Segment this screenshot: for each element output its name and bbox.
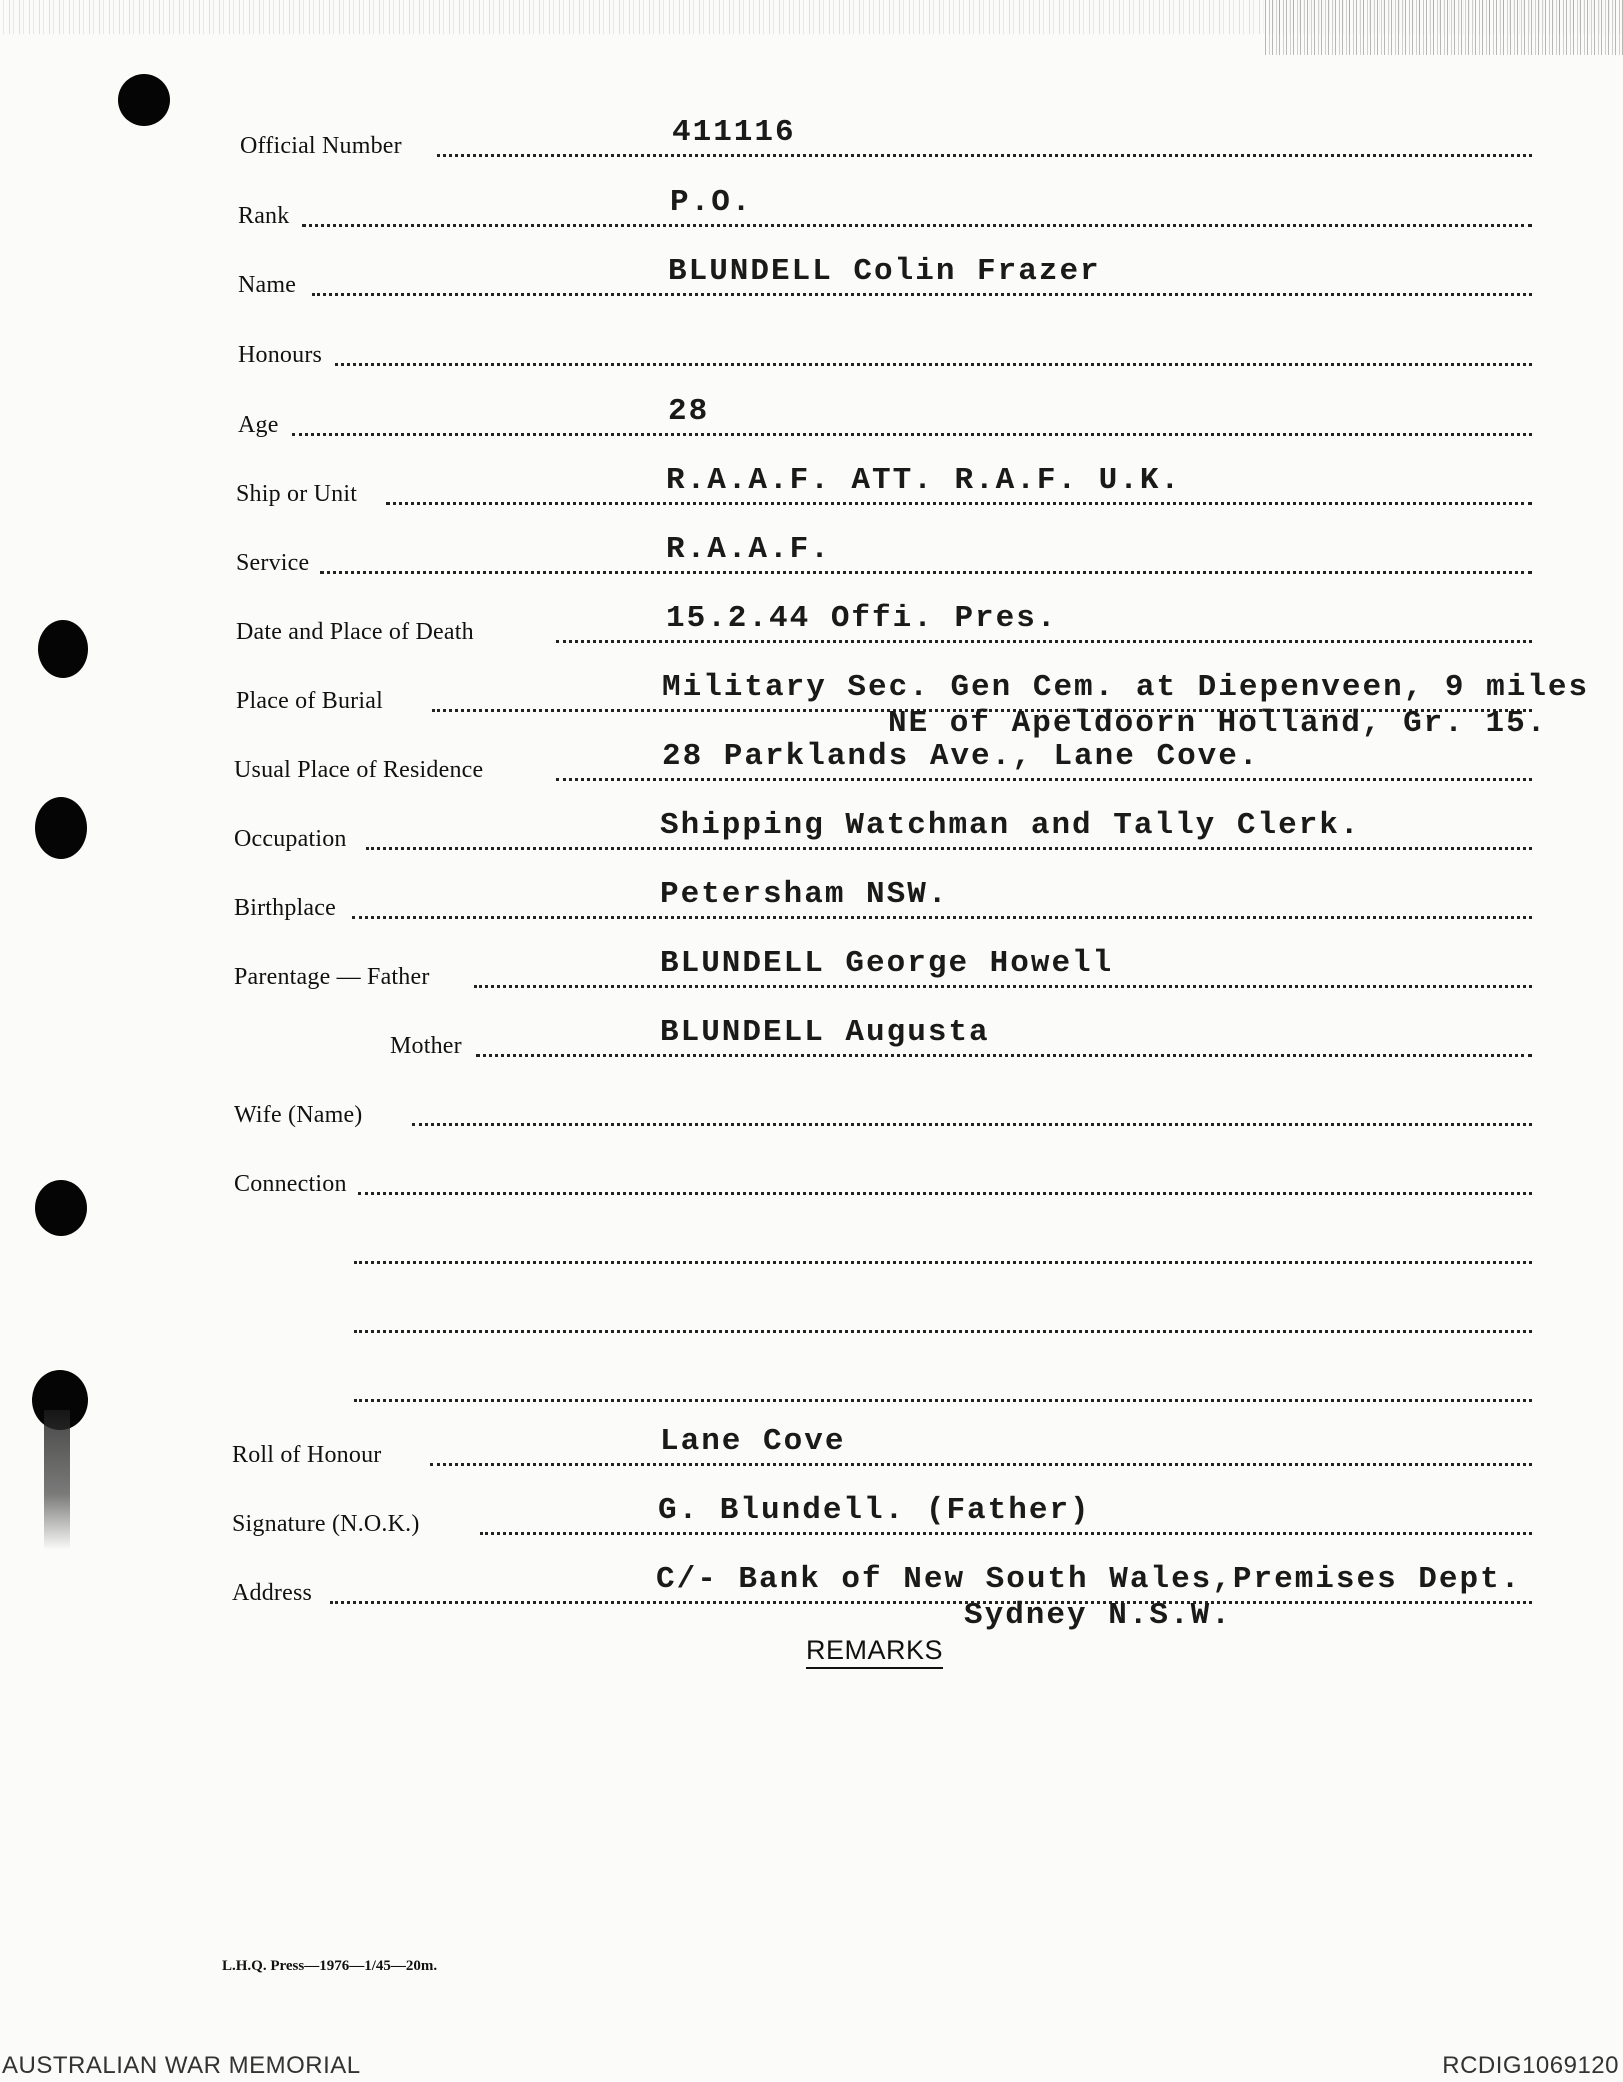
field-label: Birthplace (234, 895, 336, 921)
field-label: Place of Burial (236, 688, 383, 714)
dotted-line (556, 640, 1532, 643)
field-label: Date and Place of Death (236, 619, 474, 645)
dotted-line (302, 224, 1532, 227)
dotted-line-extra (354, 1399, 1532, 1402)
field-value: R.A.A.F. ATT. R.A.F. U.K. (666, 463, 1182, 498)
dotted-line-extra (354, 1261, 1532, 1264)
field-value: Petersham NSW. (660, 877, 949, 912)
dotted-line (430, 1463, 1532, 1466)
dotted-line (312, 293, 1532, 296)
field-value: 28 (668, 394, 710, 429)
dotted-line (335, 363, 1532, 366)
dotted-line (480, 1532, 1532, 1535)
field-label: Mother (390, 1033, 462, 1059)
field-value: BLUNDELL Colin Frazer (668, 254, 1101, 289)
field-label: Roll of Honour (232, 1442, 382, 1468)
dotted-line-extra (354, 1330, 1532, 1333)
field-value: 411116 (672, 115, 796, 150)
field-label: Rank (238, 203, 290, 229)
dotted-line (358, 1192, 1532, 1195)
field-label: Signature (N.O.K.) (232, 1511, 420, 1537)
field-value: Lane Cove (660, 1424, 846, 1459)
field-value-continued: NE of Apeldoorn Holland, Gr. 15. (888, 706, 1548, 741)
field-value: BLUNDELL George Howell (660, 946, 1114, 981)
punch-hole (35, 1180, 87, 1236)
scan-smudge (44, 1410, 70, 1550)
field-value: R.A.A.F. (666, 532, 831, 567)
punch-hole (118, 74, 170, 126)
dotted-line (412, 1123, 1532, 1126)
field-label: Honours (238, 342, 323, 368)
printer-imprint: L.H.Q. Press—1976—1/45—20m. (222, 1958, 438, 1974)
dotted-line (292, 433, 1532, 436)
dotted-line (437, 154, 1532, 157)
dotted-line (476, 1054, 1532, 1057)
field-value: P.O. (670, 185, 753, 220)
field-label: Age (238, 412, 279, 438)
field-label: Name (238, 272, 297, 298)
footer-record-id: RCDIG1069120 (1442, 2052, 1619, 2079)
field-label: Parentage — Father (234, 964, 430, 990)
field-label: Usual Place of Residence (234, 757, 484, 783)
scan-edge-noise-right (1263, 0, 1623, 55)
dotted-line (366, 847, 1532, 850)
field-label: Address (232, 1580, 313, 1606)
dotted-line (320, 571, 1532, 574)
field-value: BLUNDELL Augusta (660, 1015, 990, 1050)
footer-archive-name: AUSTRALIAN WAR MEMORIAL (2, 2052, 361, 2079)
punch-hole (35, 797, 87, 859)
dotted-line (352, 916, 1532, 919)
punch-hole (38, 620, 88, 678)
field-label: Service (236, 550, 310, 576)
field-value-continued: Sydney N.S.W. (964, 1598, 1232, 1633)
field-value: 15.2.44 Offi. Pres. (666, 601, 1058, 636)
field-label: Wife (Name) (234, 1102, 363, 1128)
dotted-line (386, 502, 1532, 505)
field-label: Official Number (240, 133, 402, 159)
field-label: Connection (234, 1171, 347, 1197)
field-value: C/- Bank of New South Wales,Premises Dept. (656, 1562, 1522, 1597)
field-label: Ship or Unit (236, 481, 358, 507)
field-value: Shipping Watchman and Tally Clerk. (660, 808, 1361, 843)
field-value: 28 Parklands Ave., Lane Cove. (662, 739, 1260, 774)
field-value: Military Sec. Gen Cem. at Diepenveen, 9 miles (662, 670, 1590, 705)
field-label: Occupation (234, 826, 347, 852)
dotted-line (330, 1601, 1532, 1604)
remarks-heading: REMARKS (806, 1635, 943, 1669)
dotted-line (474, 985, 1532, 988)
dotted-line (556, 778, 1532, 781)
field-value: G. Blundell. (Father) (658, 1493, 1091, 1528)
